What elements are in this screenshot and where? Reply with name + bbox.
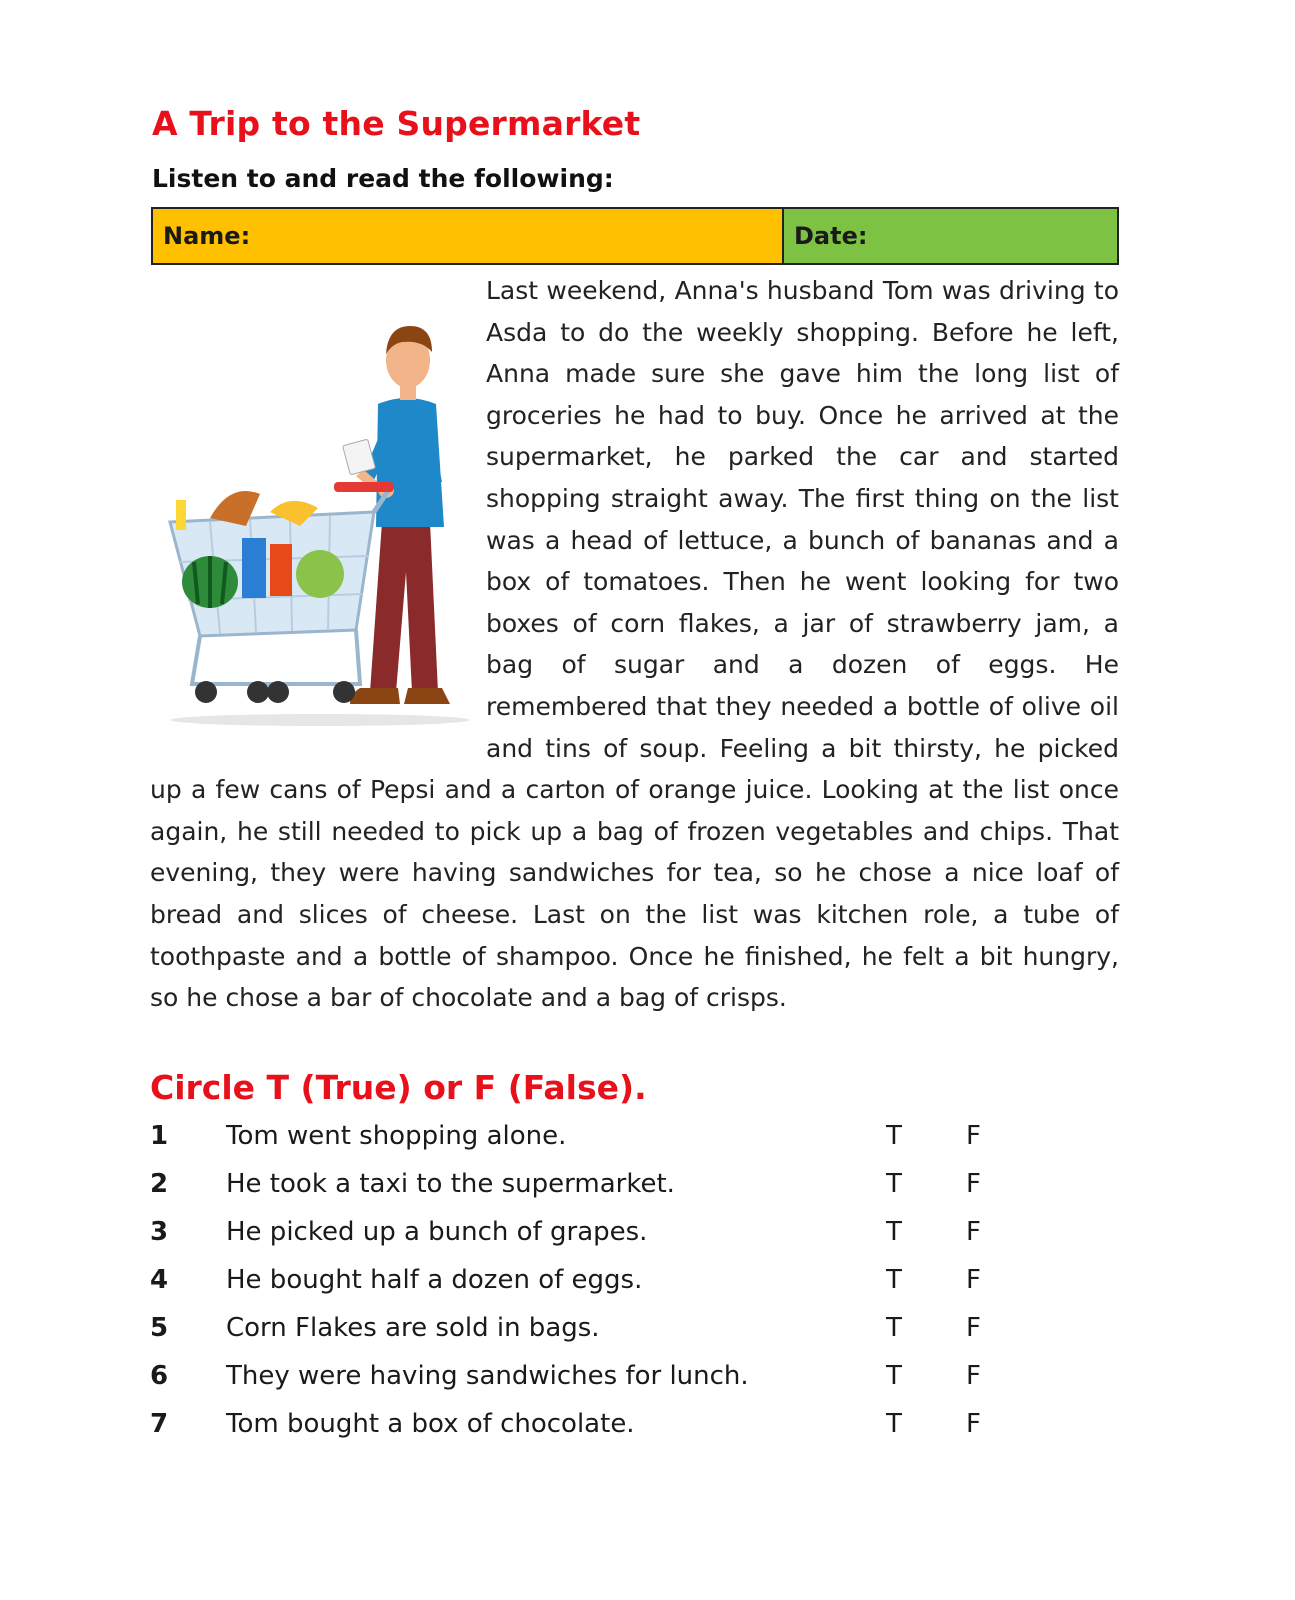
question-text: Tom went shopping alone. [226, 1121, 567, 1151]
question-row [150, 1112, 1050, 1160]
story-text: Last weekend, Anna's husband Tom was driving to Asda to do the weekly shopping. Before he left, Anna made sure she gave him the long list of groceries he had to buy. Once he arrived at the supermarket, he parked the car and started shopping straight away. The first thing on the list was a head of lettuce, a bunch of bananas and a box of tomatoes. Then he went looking for two boxes of corn flakes, a jar of strawberry jam, a bag of sugar and a dozen of eggs. He remembered that they needed a bottle of olive oil and tins of soup. Feeling a bit thirsty, he picked up a few cans of Pepsi and a carton of orange juice. Looking at the list once again, he still needed to pick up a bag of frozen vegetables and chips. That evening, they were having sandwiches for tea, so he chose a nice loaf of bread and slices of cheese. Last on the list was kitchen role, a tube of toothpaste and a bottle of shampoo. Once he finished, he felt a bit hungry, so he chose a bar of chocolate and a bag of crisps. [150, 276, 1119, 1013]
instruction: Listen to and read the following: [152, 164, 614, 193]
story-passage [150, 270, 1119, 1019]
question-text: He took a taxi to the supermarket. [226, 1169, 675, 1199]
question-text: He bought half a dozen of eggs. [226, 1265, 643, 1295]
quiz-heading: Circle T (True) or F (False). [150, 1068, 647, 1107]
question-row [150, 1352, 1050, 1400]
question-row [150, 1208, 1050, 1256]
true-option[interactable]: T [886, 1217, 902, 1247]
date-field[interactable] [784, 209, 1117, 263]
date-label: Date: [794, 222, 868, 250]
true-option[interactable]: T [886, 1361, 902, 1391]
question-row [150, 1256, 1050, 1304]
question-number: 4 [150, 1265, 169, 1295]
true-option[interactable]: T [886, 1169, 902, 1199]
true-option[interactable]: T [886, 1313, 902, 1343]
question-number: 1 [150, 1121, 169, 1151]
question-row [150, 1160, 1050, 1208]
question-row [150, 1304, 1050, 1352]
worksheet-title: A Trip to the Supermarket [152, 104, 641, 143]
question-text: Corn Flakes are sold in bags. [226, 1313, 600, 1343]
question-number: 7 [150, 1409, 169, 1439]
name-label: Name: [163, 222, 251, 250]
true-option[interactable]: T [886, 1265, 902, 1295]
false-option[interactable]: F [966, 1169, 981, 1199]
false-option[interactable]: F [966, 1217, 981, 1247]
question-number: 2 [150, 1169, 169, 1199]
false-option[interactable]: F [966, 1409, 981, 1439]
question-number: 5 [150, 1313, 169, 1343]
false-option[interactable]: F [966, 1265, 981, 1295]
question-number: 6 [150, 1361, 169, 1391]
false-option[interactable]: F [966, 1313, 981, 1343]
false-option[interactable]: F [966, 1361, 981, 1391]
true-option[interactable]: T [886, 1121, 902, 1151]
man-with-shopping-trolley-icon [150, 312, 480, 730]
false-option[interactable]: F [966, 1121, 981, 1151]
question-text: Tom bought a box of chocolate. [226, 1409, 635, 1439]
true-option[interactable]: T [886, 1409, 902, 1439]
question-text: He picked up a bunch of grapes. [226, 1217, 648, 1247]
true-false-questions [150, 1112, 1050, 1448]
question-row [150, 1400, 1050, 1448]
question-number: 3 [150, 1217, 169, 1247]
name-date-table [151, 207, 1119, 265]
name-field[interactable] [153, 209, 784, 263]
question-text: They were having sandwiches for lunch. [226, 1361, 749, 1391]
